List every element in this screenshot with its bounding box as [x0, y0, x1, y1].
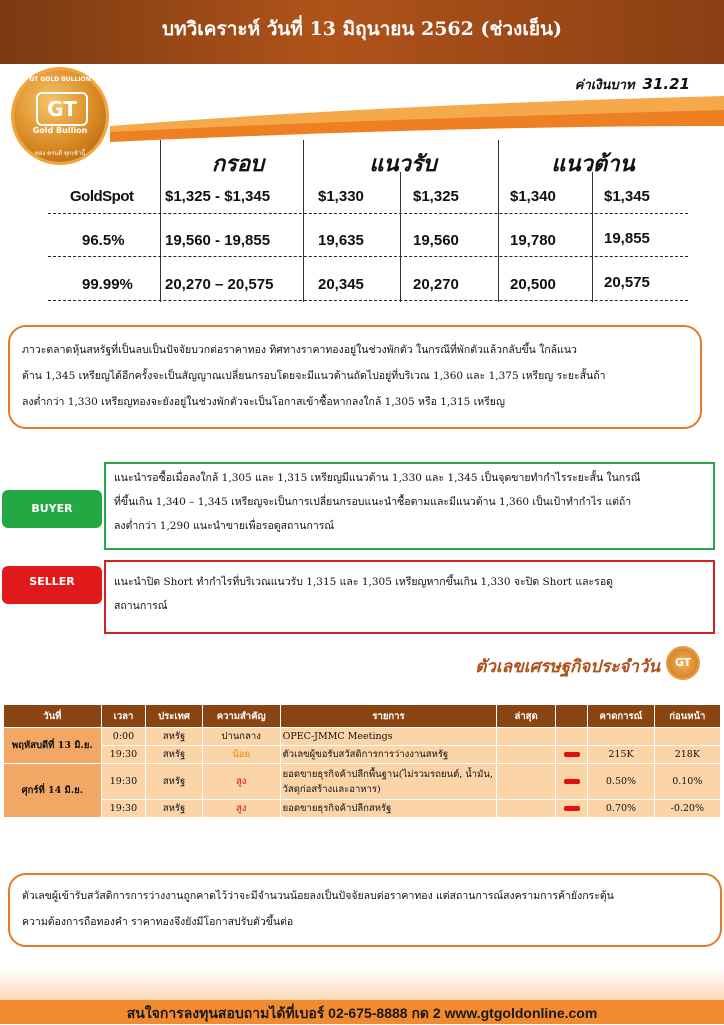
buyer-line: ลงต่ำกว่า 1,290 แนะนำขายเพื่อรอดูสถานการณ์	[114, 520, 335, 532]
gold9999-resistance-2: 20,575	[604, 274, 650, 291]
exchange-rate	[520, 74, 690, 95]
row-divider	[48, 256, 688, 257]
forecast-cell	[588, 728, 654, 746]
analysis-line: ลงต่ำกว่า 1,330 เหรียญทองจะยังอยู่ในช่วงพักตัวจะเป็นโอกาสเข้าซื้อหากลงใกล้ 1,305 หรือ 1,315 เหรียญ	[22, 396, 505, 408]
latest-cell	[497, 764, 555, 800]
seller-box	[104, 560, 715, 634]
country-cell: สหรัฐ	[146, 728, 202, 746]
time-cell: 0:00	[101, 728, 146, 746]
row-label-96: 96.5%	[82, 232, 125, 249]
forecast-cell: 0.70%	[588, 800, 654, 818]
row-divider	[48, 300, 688, 301]
col-country: ประเทศ	[146, 705, 202, 728]
gold9999-resistance-1: 20,500	[510, 276, 556, 293]
buyer-line: แนะนำรอซื้อเมื่อลงใกล้ 1,305 และ 1,315 เหรียญมีแนวต้าน 1,330 และ 1,345 เป็นจุดขายทำกำไรระยะสั้น ในกรณี	[114, 472, 641, 484]
summary-box	[8, 873, 722, 947]
econ-section-badge: GT	[668, 648, 698, 678]
row-label-goldspot: GoldSpot	[70, 188, 134, 205]
logo-mark: GT	[36, 92, 88, 126]
country-cell: สหรัฐ	[146, 746, 202, 764]
analysis-line: ต้าน 1,345 เหรียญได้อีกครั้งจะเป็นสัญญาณเปลี่ยนกรอบโดยจะมีแนวต้านถัดไปอยู่ที่บริเวณ 1,360 และ 1,375 เหรียญ ระยะสั้นถ้า	[22, 370, 606, 382]
country-cell: สหรัฐ	[146, 764, 202, 800]
col-previous: ก่อนหน้า	[654, 705, 720, 728]
footer-fade	[0, 968, 724, 1000]
seller-line: แนะนำปิด Short ทำกำไรที่บริเวณแนวรับ 1,315 และ 1,305 เหรียญหากขึ้นเกิน 1,330 จะปิด Short และรอดู	[114, 576, 613, 588]
header-support: แนวรับ	[369, 151, 437, 177]
previous-cell: -0.20%	[654, 800, 720, 818]
previous-cell: 0.10%	[654, 764, 720, 800]
indicator-cell	[555, 800, 588, 818]
goldspot-support-2: $1,325	[413, 188, 459, 205]
gold96-resistance-2: 19,855	[604, 230, 650, 247]
gold9999-support-2: 20,270	[413, 276, 459, 293]
header-resistance: แนวต้าน	[551, 151, 635, 177]
economic-calendar-table	[3, 704, 721, 818]
col-item: รายการ	[280, 705, 497, 728]
buyer-badge: BUYER	[2, 490, 102, 528]
col-indicator	[555, 705, 588, 728]
goldspot-support-1: $1,330	[318, 188, 364, 205]
item-cell: ตัวเลขผู้ขอรับสวัสดิการการว่างงานสหรัฐ	[280, 746, 497, 764]
summary-text	[22, 883, 714, 935]
indicator-cell	[555, 728, 588, 746]
econ-section-title: ตัวเลขเศรษฐกิจประจำวัน	[475, 657, 660, 677]
analysis-line: ภาวะตลาดหุ้นสหรัฐที่เป็นลบเป็นปัจจัยบวกต่อราคาทอง ทิศทางราคาทองอยู่ในช่วงพักตัว ในกรณีที่พักตัวแล้วกลับขึ้น ใกล้แนว	[22, 344, 577, 356]
table-row	[4, 800, 721, 818]
logo-top-text: GT GOLD BULLION	[29, 76, 91, 83]
country-cell: สหรัฐ	[146, 800, 202, 818]
goldspot-range: $1,325 - $1,345	[165, 188, 271, 205]
buyer-box	[104, 462, 715, 550]
importance-cell: ปานกลาง	[202, 728, 280, 746]
importance-cell: สูง	[202, 764, 280, 800]
summary-line: ความต้องการถือทองคำ ราคาทองจึงยังมีโอกาสปรับตัวขึ้นต่อ	[22, 916, 294, 928]
price-table	[48, 140, 688, 302]
col-time: เวลา	[101, 705, 146, 728]
gold96-resistance-1: 19,780	[510, 232, 556, 249]
col-latest: ล่าสุด	[497, 705, 555, 728]
item-cell: OPEC-JMMC Meetings	[280, 728, 497, 746]
indicator-cell	[555, 764, 588, 800]
summary-line: ตัวเลขผู้เข้ารับสวัสดิการการว่างงานถูกคาดไว้ว่าจะมีจำนวนน้อยลงเป็นปัจจัยลบต่อราคาทอง แต่สถานการณ์สงครามการค้ายังกระตุ้น	[22, 890, 614, 902]
col-forecast: คาดการณ์	[588, 705, 654, 728]
col-divider	[160, 140, 161, 302]
exchange-rate-label: ค่าเงินบาท	[574, 78, 635, 93]
gold96-support-2: 19,560	[413, 232, 459, 249]
down-indicator-icon	[564, 806, 580, 811]
importance-cell: สูง	[202, 800, 280, 818]
col-date: วันที่	[4, 705, 102, 728]
col-divider	[498, 140, 499, 302]
gold9999-support-1: 20,345	[318, 276, 364, 293]
logo-name: Gold Bullion	[32, 126, 88, 135]
latest-cell	[497, 728, 555, 746]
footer-contact: สนใจการลงทุนสอบถามได้ที่เบอร์ 02-675-8888 กด 2 www.gtgoldonline.com	[126, 1005, 598, 1021]
buyer-text	[114, 466, 708, 538]
page-title: บทวิเคราะห์ วันที่ 13 มิถุนายน 2562 (ช่วงเย็น)	[162, 18, 562, 40]
item-cell: ยอดขายธุรกิจค้าปลีกพื้นฐาน(ไม่รวมรถยนต์, น้ำมัน, วัสดุก่อสร้างและอาหาร)	[280, 764, 497, 800]
goldspot-resistance-1: $1,340	[510, 188, 556, 205]
day-label: ศุกร์ที่ 14 มิ.ย.	[4, 764, 102, 818]
gold96-support-1: 19,635	[318, 232, 364, 249]
latest-cell	[497, 746, 555, 764]
indicator-cell	[555, 746, 588, 764]
previous-cell	[654, 728, 720, 746]
seller-badge: SELLER	[2, 566, 102, 604]
gold96-range: 19,560 - 19,855	[165, 232, 271, 249]
previous-cell: 218K	[654, 746, 720, 764]
col-importance: ความสำคัญ	[202, 705, 280, 728]
table-row	[4, 764, 721, 800]
col-divider	[592, 172, 593, 302]
down-indicator-icon	[564, 752, 580, 757]
table-row	[4, 728, 721, 746]
logo-bottom-text: ทอง ครบดี ทุกเช้านี้	[34, 150, 86, 157]
forecast-cell: 0.50%	[588, 764, 654, 800]
col-divider	[303, 140, 304, 302]
seller-line: สถานการณ์	[114, 600, 168, 612]
time-cell: 19:30	[101, 746, 146, 764]
row-divider	[48, 213, 688, 214]
col-divider	[400, 172, 401, 302]
time-cell: 19:30	[101, 800, 146, 818]
orange-swoosh-decoration	[110, 92, 724, 142]
gold9999-range: 20,270 – 20,575	[165, 276, 274, 293]
seller-text	[114, 570, 708, 618]
day-label: พฤหัสบดีที่ 13 มิ.ย.	[4, 728, 102, 764]
time-cell: 19:30	[101, 764, 146, 800]
table-row	[4, 746, 721, 764]
goldspot-resistance-2: $1,345	[604, 188, 650, 205]
analysis-box	[8, 325, 702, 429]
item-cell: ยอดขายธุรกิจค้าปลีกสหรัฐ	[280, 800, 497, 818]
buyer-line: ที่ขึ้นเกิน 1,340 – 1,345 เหรียญจะเป็นการเปลี่ยนกรอบแนะนำซื้อตามและมีแนวต้าน 1,360 เป็นเป้าทำกำไร แต่ถ้า	[114, 496, 632, 508]
header-range: กรอบ	[211, 151, 265, 177]
analysis-text	[22, 337, 694, 415]
forecast-cell: 215K	[588, 746, 654, 764]
row-label-9999: 99.99%	[82, 276, 133, 293]
importance-cell: น้อย	[202, 746, 280, 764]
down-indicator-icon	[564, 779, 580, 784]
latest-cell	[497, 800, 555, 818]
exchange-rate-value: 31.21	[642, 75, 690, 93]
